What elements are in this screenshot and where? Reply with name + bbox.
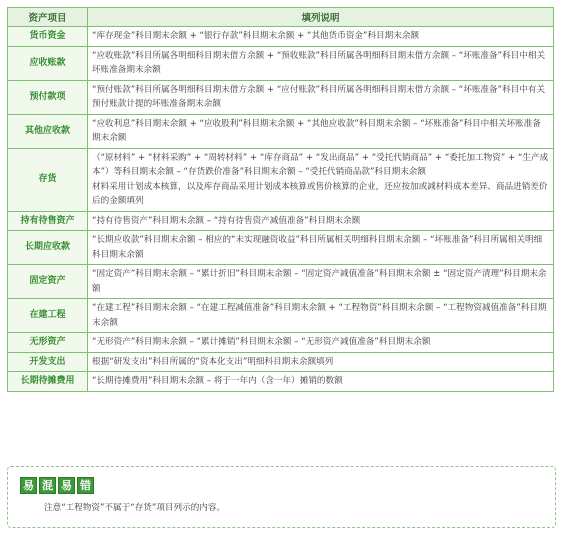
asset-item-name: 固定资产 [8,265,88,299]
table-header-row [8,8,554,27]
asset-item-description [88,46,554,80]
asset-item-description [88,27,554,47]
table-row [8,114,554,148]
asset-item-name: 开发支出 [8,352,88,372]
asset-item-description [88,114,554,148]
table-row [8,80,554,114]
asset-item-name: 预付款项 [8,80,88,114]
asset-item-name: 长期应收款 [8,231,88,265]
description-line: “应收利息”科目期末余额 + “应收股利”科目期末余额 + “其他应收款”科目期末余额 – “坏账准备”科目中相关坏账准备期末余额 [92,118,541,143]
tip-badge-char: 易 [58,477,75,494]
table-row [8,231,554,265]
asset-item-description [88,148,554,211]
asset-item-name: 其他应收款 [8,114,88,148]
asset-item-description [88,231,554,265]
table-row [8,299,554,333]
description-line: 根据“研发支出”科目所属的“资本化支出”明细科目期末余额填列 [92,356,334,367]
description-line: “长期待摊费用”科目期末余额 – 将于一年内（含一年）摊销的数额 [92,376,343,386]
tip-badge-char: 易 [20,477,37,494]
description-line: “应收账款”科目所属各明细科目期末借方余额 + “预收账款”科目所属各明细科目期末借方余额 – “坏账准备”科目中相关坏账准备期末余额 [92,50,546,75]
table-row [8,46,554,80]
asset-item-description [88,211,554,231]
asset-items-table [7,7,554,392]
description-line: “长期应收款”科目期末余额 – 相应的“未实现融资收益”科目所属相关明细科目期末余额 – “坏账准备”科目所属相关明细科目期末余额 [92,235,543,260]
asset-item-description [88,372,554,392]
asset-item-name: 货币资金 [8,27,88,47]
table-row [8,372,554,392]
asset-item-name: 存货 [8,148,88,211]
description-line: （“原材料” + “材料采购” + “周转材料” + “库存商品” + “发出商品” + “受托代销商品” + “委托加工物资” + “生产成本”）等科目期末余额 – “存货跌价准备”科目期末余额 – “受托代销商品款”科目期末余额 [92,152,549,177]
asset-item-description [88,352,554,372]
description-line: 材料采用计划成本核算，以及库存商品采用计划成本核算或售价核算的企业，还应按加或减材料成本差异、商品进销差价后的金额填列 [92,181,548,206]
tip-badge [20,477,94,494]
asset-item-description [88,333,554,353]
table-row [8,148,554,211]
tip-text: 注意“工程物资”不属于“存货”项目列示的内容。 [44,503,226,513]
table-row [8,333,554,353]
asset-item-name: 持有待售资产 [8,211,88,231]
asset-item-description [88,80,554,114]
description-line: “库存现金”科目期末余额 + “银行存款”科目期末余额 + “其他货币资金”科目期末余额 [92,31,420,41]
column-header-description: 填列说明 [88,8,554,27]
table-row [8,211,554,231]
tip-box [7,466,556,528]
asset-item-description [88,265,554,299]
table-body [8,27,554,392]
table-row [8,265,554,299]
asset-item-description [88,299,554,333]
asset-item-name: 长期待摊费用 [8,372,88,392]
asset-item-name: 无形资产 [8,333,88,353]
description-line: “预付账款”科目所属各明细科目期末借方余额 + “应付账款”科目所属各明细科目期末借方余额 – “坏账准备”科目中有关预付账款计提的坏账准备期末余额 [92,84,546,109]
asset-item-name: 应收账款 [8,46,88,80]
description-line: “固定资产”科目期末余额 – “累计折旧”科目期末余额 – “固定资产减值准备”科目期末余额 ± “固定资产清理”科目期末余额 [92,269,547,294]
tip-badge-char: 错 [77,477,94,494]
column-header-item: 资产项目 [8,8,88,27]
description-line: “在建工程”科目期末余额 – “在建工程减值准备”科目期末余额 + “工程物资”科目期末余额 – “工程物资减值准备”科目期末余额 [92,303,547,328]
description-line: “持有待售资产”科目期末余额 – “持有待售资产减值准备”科目期末余额 [92,215,361,226]
table-row [8,27,554,47]
table-row [8,352,554,372]
asset-item-name: 在建工程 [8,299,88,333]
tip-badge-char: 混 [39,477,56,494]
description-line: “无形资产”科目期末余额 – “累计摊销”科目期末余额 – “无形资产减值准备”科目期末余额 [92,337,431,347]
